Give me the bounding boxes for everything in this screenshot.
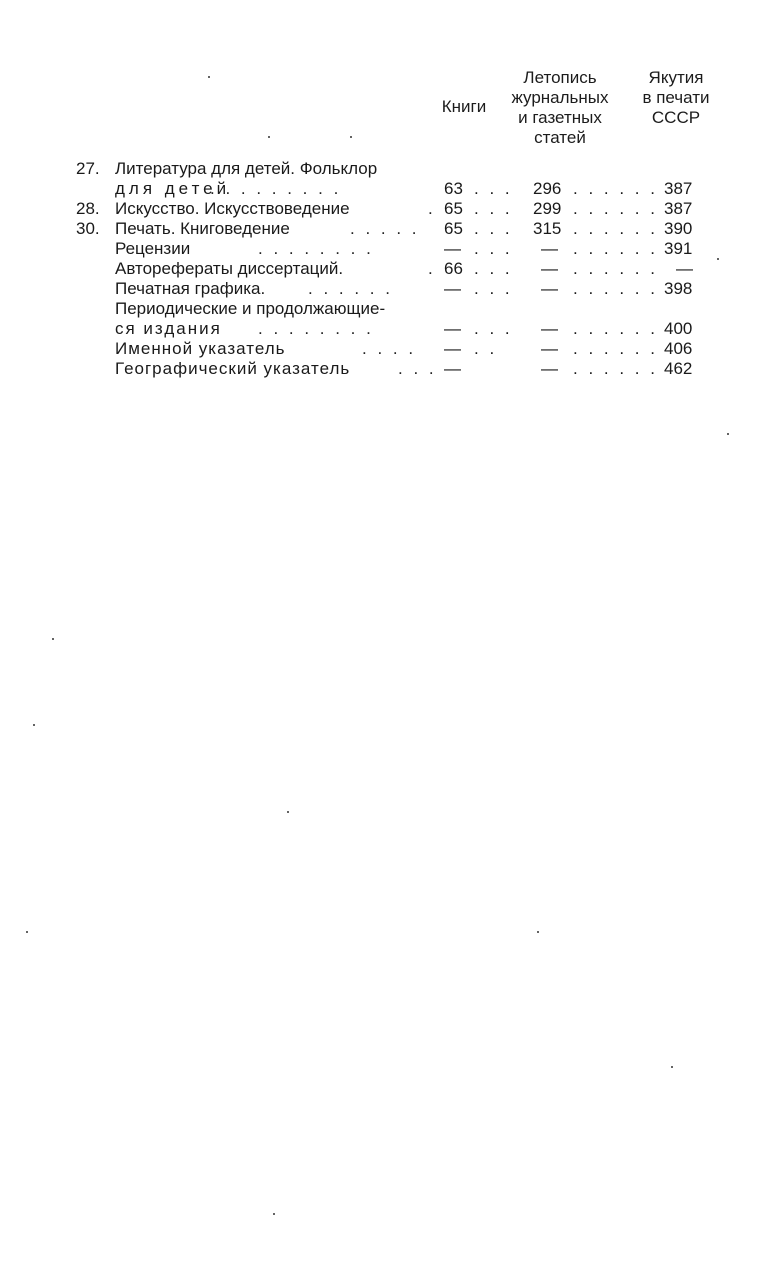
leader-dots: . . . . .	[350, 219, 420, 238]
section-title: Рецензии	[115, 239, 191, 258]
scan-speck	[268, 136, 270, 138]
section-title: ся издания	[115, 319, 222, 338]
leader-dots: . . . . . .	[573, 219, 658, 238]
chronicle-page: —	[541, 259, 558, 278]
scan-speck	[717, 258, 719, 260]
leader-dots: . . . . . .	[573, 179, 658, 198]
books-page: —	[444, 319, 461, 338]
table-row	[0, 319, 780, 339]
section-title: Печатная графика.	[115, 279, 266, 298]
section-title: Печать. Книговедение	[115, 219, 290, 238]
scan-speck	[671, 1066, 673, 1068]
section-title: Географический указатель	[115, 359, 351, 378]
column-header-books: Книги	[441, 97, 487, 116]
scan-speck	[350, 136, 352, 138]
leader-dots: . . . . . .	[573, 259, 658, 278]
chronicle-page: —	[541, 319, 558, 338]
chronicle-page: —	[541, 339, 558, 358]
leader-dots: . . .	[474, 179, 513, 198]
leader-dots: . . . . . . . .	[258, 239, 374, 258]
books-page: 66	[444, 259, 463, 278]
section-title: для детей	[115, 179, 231, 198]
leader-dots: . . .	[474, 199, 513, 218]
scan-speck	[26, 931, 28, 933]
scan-speck	[537, 931, 539, 933]
table-row	[0, 339, 780, 359]
table-row	[0, 219, 780, 239]
section-number: 28.	[76, 199, 100, 218]
table-row	[0, 259, 780, 279]
section-title: Авторефераты диссертаций.	[115, 259, 344, 278]
section-number: 30.	[76, 219, 100, 238]
table-row	[0, 279, 780, 299]
section-title: Искусство. Искусствоведение	[115, 199, 350, 218]
scan-speck	[727, 433, 729, 435]
leader-dots: . . .	[474, 259, 513, 278]
leader-dots: . . . . . .	[308, 279, 393, 298]
books-page: 65	[444, 219, 463, 238]
yakutia-page: 391	[664, 239, 693, 258]
leader-dots: . . .	[474, 239, 513, 258]
yakutia-page: 390	[664, 219, 693, 238]
leader-dots: .	[428, 199, 436, 218]
table-row	[0, 299, 780, 319]
chronicle-page: 299	[533, 199, 562, 218]
leader-dots: . . . .	[362, 339, 417, 358]
leader-dots: . . .	[474, 319, 513, 338]
scan-speck	[208, 76, 210, 78]
leader-dots: . . .	[398, 359, 437, 378]
books-page: —	[444, 279, 461, 298]
yakutia-page: 406	[664, 339, 693, 358]
books-page: —	[444, 339, 461, 358]
leader-dots: . .	[474, 339, 498, 358]
yakutia-page: 387	[664, 199, 693, 218]
books-page: —	[444, 239, 461, 258]
chronicle-page: 315	[533, 219, 562, 238]
column-header-chronicle: Летопись журнальных и газетных статей	[511, 68, 609, 147]
scan-speck	[33, 724, 35, 726]
section-number: 27.	[76, 159, 100, 178]
books-page: 63	[444, 179, 463, 198]
leader-dots: . . . . . .	[573, 359, 658, 378]
chronicle-page: —	[541, 359, 558, 378]
yakutia-page: 387	[664, 179, 693, 198]
chronicle-page: —	[541, 279, 558, 298]
leader-dots: . . . . . . . .	[258, 319, 374, 338]
scan-speck	[287, 811, 289, 813]
section-title: Именной указатель	[115, 339, 286, 358]
leader-dots: . . . . . .	[573, 339, 658, 358]
leader-dots: . . . . . .	[573, 319, 658, 338]
leader-dots: . . . . . .	[573, 279, 658, 298]
leader-dots: . . . . . . . . .	[210, 179, 342, 198]
section-title: Периодические и продолжающие-	[115, 299, 386, 318]
leader-dots: . . .	[474, 279, 513, 298]
leader-dots: . . . . . .	[573, 199, 658, 218]
table-row	[0, 359, 780, 379]
leader-dots: . . .	[474, 219, 513, 238]
yakutia-page: 400	[664, 319, 693, 338]
yakutia-page: —	[676, 259, 693, 278]
table-row	[0, 179, 780, 199]
table-row	[0, 239, 780, 259]
table-row	[0, 199, 780, 219]
scan-speck	[273, 1213, 275, 1215]
leader-dots: .	[428, 259, 436, 278]
yakutia-page: 462	[664, 359, 693, 378]
table-row	[0, 159, 780, 179]
scan-speck	[52, 638, 54, 640]
chronicle-page: —	[541, 239, 558, 258]
column-header-yakutia: Якутия в печати СССР	[642, 68, 710, 127]
leader-dots: . . . . . .	[573, 239, 658, 258]
chronicle-page: 296	[533, 179, 562, 198]
yakutia-page: 398	[664, 279, 693, 298]
books-page: —	[444, 359, 461, 378]
books-page: 65	[444, 199, 463, 218]
section-title: Литература для детей. Фольклор	[115, 159, 378, 178]
